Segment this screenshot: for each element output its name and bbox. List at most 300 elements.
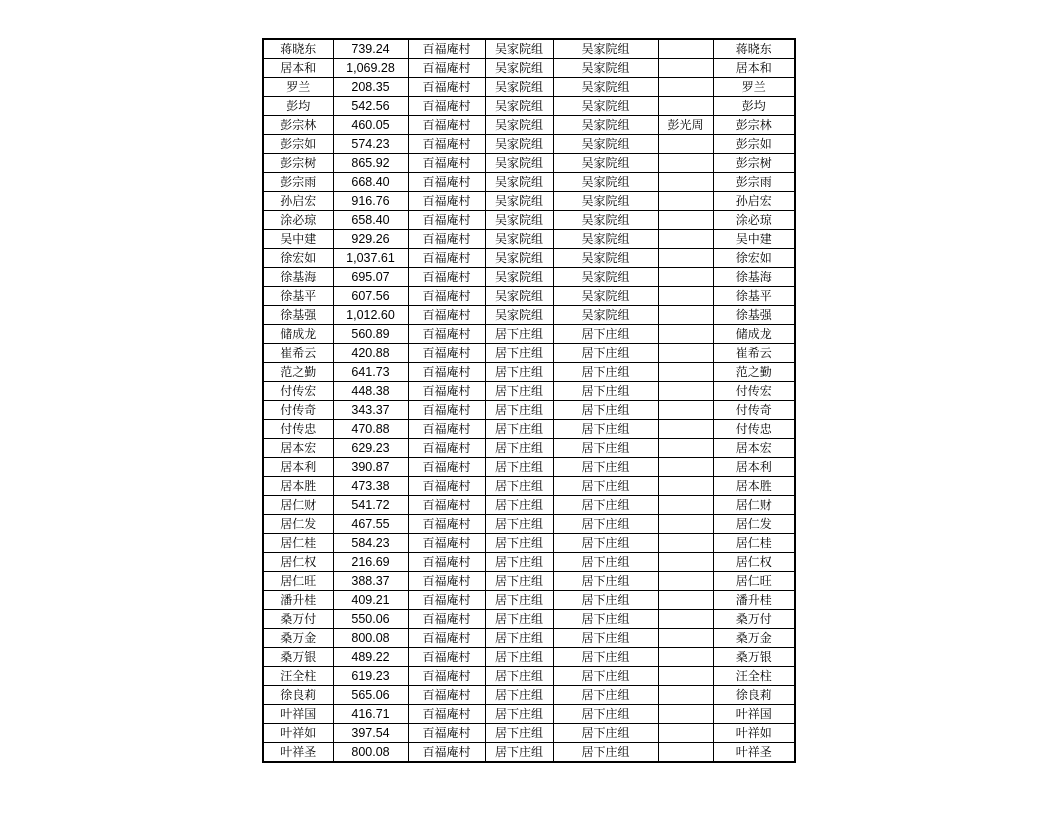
area-value-cell: 208.35 [333,78,408,97]
group-repeat-cell: 吴家院组 [553,211,658,230]
owner-name-repeat-cell: 叶祥国 [713,705,795,724]
group-repeat-cell: 居下庄组 [553,458,658,477]
owner-name-cell: 居仁发 [263,515,333,534]
extra-name-cell [658,477,713,496]
village-cell: 百福庵村 [408,743,485,763]
owner-name-repeat-cell: 徐宏如 [713,249,795,268]
group-cell: 居下庄组 [485,325,553,344]
group-repeat-cell: 吴家院组 [553,116,658,135]
group-cell: 居下庄组 [485,686,553,705]
group-repeat-cell: 吴家院组 [553,306,658,325]
area-value-cell: 800.08 [333,629,408,648]
group-cell: 吴家院组 [485,97,553,116]
table-row [263,59,795,78]
owner-name-repeat-cell: 彭宗如 [713,135,795,154]
owner-name-cell: 付传忠 [263,420,333,439]
group-repeat-cell: 吴家院组 [553,173,658,192]
table-row [263,306,795,325]
group-repeat-cell: 居下庄组 [553,344,658,363]
extra-name-cell [658,724,713,743]
area-value-cell: 390.87 [333,458,408,477]
village-cell: 百福庵村 [408,629,485,648]
owner-name-cell: 汪全柱 [263,667,333,686]
group-repeat-cell: 居下庄组 [553,705,658,724]
area-value-cell: 460.05 [333,116,408,135]
owner-name-cell: 桑万金 [263,629,333,648]
area-value-cell: 550.06 [333,610,408,629]
table-row [263,154,795,173]
group-cell: 居下庄组 [485,420,553,439]
village-cell: 百福庵村 [408,724,485,743]
table-row [263,363,795,382]
group-repeat-cell: 吴家院组 [553,192,658,211]
extra-name-cell [658,363,713,382]
owner-name-repeat-cell: 居本宏 [713,439,795,458]
village-cell: 百福庵村 [408,287,485,306]
area-value-cell: 629.23 [333,439,408,458]
group-repeat-cell: 居下庄组 [553,496,658,515]
group-repeat-cell: 居下庄组 [553,553,658,572]
owner-name-cell: 彭均 [263,97,333,116]
owner-name-repeat-cell: 桑万银 [713,648,795,667]
table-row [263,192,795,211]
group-repeat-cell: 居下庄组 [553,591,658,610]
table-row [263,382,795,401]
owner-name-repeat-cell: 叶祥如 [713,724,795,743]
area-value-cell: 397.54 [333,724,408,743]
table-row [263,325,795,344]
group-cell: 吴家院组 [485,78,553,97]
village-cell: 百福庵村 [408,344,485,363]
table-row [263,477,795,496]
group-cell: 居下庄组 [485,591,553,610]
group-cell: 居下庄组 [485,401,553,420]
table-row [263,591,795,610]
owner-name-repeat-cell: 徐基强 [713,306,795,325]
group-cell: 居下庄组 [485,458,553,477]
extra-name-cell [658,686,713,705]
group-repeat-cell: 吴家院组 [553,97,658,116]
area-value-cell: 865.92 [333,154,408,173]
extra-name-cell [658,325,713,344]
owner-name-repeat-cell: 涂必琼 [713,211,795,230]
area-value-cell: 416.71 [333,705,408,724]
village-cell: 百福庵村 [408,420,485,439]
group-cell: 居下庄组 [485,439,553,458]
group-cell: 居下庄组 [485,363,553,382]
area-value-cell: 695.07 [333,268,408,287]
table-row [263,344,795,363]
owner-name-repeat-cell: 居本利 [713,458,795,477]
group-repeat-cell: 居下庄组 [553,648,658,667]
village-cell: 百福庵村 [408,515,485,534]
owner-name-cell: 居本和 [263,59,333,78]
owner-name-cell: 彭宗林 [263,116,333,135]
area-value-cell: 574.23 [333,135,408,154]
village-cell: 百福庵村 [408,173,485,192]
group-repeat-cell: 居下庄组 [553,363,658,382]
owner-name-repeat-cell: 彭均 [713,97,795,116]
owner-name-cell: 徐基海 [263,268,333,287]
group-repeat-cell: 吴家院组 [553,154,658,173]
owner-name-cell: 吴中建 [263,230,333,249]
extra-name-cell [658,192,713,211]
table-row [263,135,795,154]
table-row [263,458,795,477]
table-row [263,401,795,420]
owner-name-cell: 徐基平 [263,287,333,306]
owner-name-repeat-cell: 孙启宏 [713,192,795,211]
table-row [263,116,795,135]
group-repeat-cell: 居下庄组 [553,534,658,553]
village-cell: 百福庵村 [408,401,485,420]
table-row [263,572,795,591]
owner-name-cell: 居仁财 [263,496,333,515]
extra-name-cell [658,743,713,763]
area-value-cell: 388.37 [333,572,408,591]
table-row [263,648,795,667]
owner-name-cell: 罗兰 [263,78,333,97]
extra-name-cell [658,78,713,97]
table-row [263,39,795,59]
owner-name-cell: 居本胜 [263,477,333,496]
owner-name-repeat-cell: 彭宗林 [713,116,795,135]
owner-name-repeat-cell: 居本胜 [713,477,795,496]
owner-name-repeat-cell: 居仁发 [713,515,795,534]
owner-name-repeat-cell: 徐良莉 [713,686,795,705]
table-row [263,705,795,724]
village-cell: 百福庵村 [408,306,485,325]
table-row [263,496,795,515]
village-cell: 百福庵村 [408,382,485,401]
group-repeat-cell: 吴家院组 [553,268,658,287]
group-cell: 吴家院组 [485,249,553,268]
owner-name-repeat-cell: 蒋晓东 [713,39,795,59]
area-value-cell: 420.88 [333,344,408,363]
group-cell: 吴家院组 [485,230,553,249]
group-repeat-cell: 居下庄组 [553,610,658,629]
village-cell: 百福庵村 [408,458,485,477]
extra-name-cell [658,173,713,192]
group-repeat-cell: 居下庄组 [553,420,658,439]
group-cell: 吴家院组 [485,287,553,306]
village-cell: 百福庵村 [408,135,485,154]
area-value-cell: 448.38 [333,382,408,401]
area-value-cell: 560.89 [333,325,408,344]
area-value-cell: 1,037.61 [333,249,408,268]
owner-name-repeat-cell: 吴中建 [713,230,795,249]
extra-name-cell [658,249,713,268]
group-repeat-cell: 居下庄组 [553,477,658,496]
extra-name-cell [658,496,713,515]
table-row [263,78,795,97]
group-cell: 居下庄组 [485,724,553,743]
extra-name-cell [658,135,713,154]
owner-name-cell: 桑万银 [263,648,333,667]
group-cell: 居下庄组 [485,667,553,686]
owner-name-repeat-cell: 叶祥圣 [713,743,795,763]
extra-name-cell: 彭光周 [658,116,713,135]
extra-name-cell [658,344,713,363]
table-row [263,439,795,458]
owner-name-repeat-cell: 徐基海 [713,268,795,287]
extra-name-cell [658,97,713,116]
owner-name-cell: 潘升桂 [263,591,333,610]
owner-name-repeat-cell: 居仁桂 [713,534,795,553]
owner-name-repeat-cell: 潘升桂 [713,591,795,610]
village-cell: 百福庵村 [408,192,485,211]
owner-name-cell: 叶祥国 [263,705,333,724]
owner-name-cell: 叶祥圣 [263,743,333,763]
owner-name-repeat-cell: 付传忠 [713,420,795,439]
extra-name-cell [658,534,713,553]
group-repeat-cell: 居下庄组 [553,743,658,763]
owner-name-cell: 崔希云 [263,344,333,363]
table-row [263,249,795,268]
extra-name-cell [658,39,713,59]
owner-name-repeat-cell: 范之勤 [713,363,795,382]
owner-name-repeat-cell: 付传宏 [713,382,795,401]
group-repeat-cell: 居下庄组 [553,724,658,743]
group-cell: 居下庄组 [485,629,553,648]
extra-name-cell [658,59,713,78]
group-repeat-cell: 居下庄组 [553,401,658,420]
group-cell: 居下庄组 [485,610,553,629]
owner-name-cell: 蒋晓东 [263,39,333,59]
owner-name-cell: 储成龙 [263,325,333,344]
group-repeat-cell: 吴家院组 [553,230,658,249]
owner-name-repeat-cell: 居仁财 [713,496,795,515]
owner-name-cell: 桑万付 [263,610,333,629]
extra-name-cell [658,458,713,477]
owner-name-cell: 孙启宏 [263,192,333,211]
extra-name-cell [658,591,713,610]
group-cell: 居下庄组 [485,743,553,763]
area-value-cell: 470.88 [333,420,408,439]
area-value-cell: 584.23 [333,534,408,553]
group-repeat-cell: 吴家院组 [553,39,658,59]
table-row [263,211,795,230]
village-cell: 百福庵村 [408,363,485,382]
group-repeat-cell: 吴家院组 [553,135,658,154]
owner-name-cell: 彭宗树 [263,154,333,173]
group-cell: 吴家院组 [485,39,553,59]
village-cell: 百福庵村 [408,553,485,572]
group-cell: 居下庄组 [485,515,553,534]
table-row [263,420,795,439]
group-repeat-cell: 居下庄组 [553,439,658,458]
extra-name-cell [658,268,713,287]
area-value-cell: 619.23 [333,667,408,686]
group-repeat-cell: 吴家院组 [553,249,658,268]
area-value-cell: 473.38 [333,477,408,496]
area-value-cell: 668.40 [333,173,408,192]
owner-name-cell: 叶祥如 [263,724,333,743]
area-value-cell: 1,069.28 [333,59,408,78]
group-cell: 居下庄组 [485,705,553,724]
owner-name-cell: 彭宗如 [263,135,333,154]
owner-name-cell: 付传宏 [263,382,333,401]
group-repeat-cell: 吴家院组 [553,287,658,306]
extra-name-cell [658,667,713,686]
group-cell: 吴家院组 [485,211,553,230]
group-repeat-cell: 居下庄组 [553,572,658,591]
extra-name-cell [658,230,713,249]
extra-name-cell [658,306,713,325]
group-cell: 居下庄组 [485,382,553,401]
group-cell: 居下庄组 [485,534,553,553]
extra-name-cell [658,382,713,401]
owner-name-repeat-cell: 桑万金 [713,629,795,648]
area-value-cell: 216.69 [333,553,408,572]
owner-name-cell: 居本宏 [263,439,333,458]
area-value-cell: 1,012.60 [333,306,408,325]
group-repeat-cell: 居下庄组 [553,382,658,401]
village-cell: 百福庵村 [408,439,485,458]
table-body [263,39,795,762]
owner-name-repeat-cell: 居仁旺 [713,572,795,591]
village-cell: 百福庵村 [408,667,485,686]
village-cell: 百福庵村 [408,705,485,724]
owner-name-cell: 居仁权 [263,553,333,572]
table-row [263,553,795,572]
area-value-cell: 658.40 [333,211,408,230]
extra-name-cell [658,515,713,534]
group-cell: 吴家院组 [485,135,553,154]
owner-name-cell: 居仁旺 [263,572,333,591]
village-cell: 百福庵村 [408,39,485,59]
owner-name-repeat-cell: 桑万付 [713,610,795,629]
village-cell: 百福庵村 [408,496,485,515]
group-repeat-cell: 吴家院组 [553,59,658,78]
group-cell: 吴家院组 [485,116,553,135]
village-cell: 百福庵村 [408,534,485,553]
group-cell: 吴家院组 [485,173,553,192]
extra-name-cell [658,648,713,667]
owner-name-cell: 彭宗雨 [263,173,333,192]
extra-name-cell [658,154,713,173]
owner-name-cell: 居本利 [263,458,333,477]
village-cell: 百福庵村 [408,325,485,344]
extra-name-cell [658,439,713,458]
table-row [263,268,795,287]
table-row [263,97,795,116]
village-cell: 百福庵村 [408,116,485,135]
area-value-cell: 467.55 [333,515,408,534]
group-repeat-cell: 居下庄组 [553,686,658,705]
village-cell: 百福庵村 [408,78,485,97]
extra-name-cell [658,401,713,420]
area-value-cell: 542.56 [333,97,408,116]
village-cell: 百福庵村 [408,268,485,287]
village-cell: 百福庵村 [408,591,485,610]
extra-name-cell [658,553,713,572]
owner-name-cell: 涂必琼 [263,211,333,230]
owner-name-repeat-cell: 储成龙 [713,325,795,344]
area-value-cell: 916.76 [333,192,408,211]
area-value-cell: 489.22 [333,648,408,667]
village-cell: 百福庵村 [408,154,485,173]
owner-name-cell: 徐宏如 [263,249,333,268]
village-cell: 百福庵村 [408,230,485,249]
area-value-cell: 800.08 [333,743,408,763]
owner-name-cell: 居仁桂 [263,534,333,553]
village-cell: 百福庵村 [408,572,485,591]
area-value-cell: 541.72 [333,496,408,515]
extra-name-cell [658,572,713,591]
table-row [263,724,795,743]
extra-name-cell [658,420,713,439]
village-cell: 百福庵村 [408,249,485,268]
group-cell: 居下庄组 [485,572,553,591]
group-cell: 吴家院组 [485,268,553,287]
owner-name-repeat-cell: 汪全柱 [713,667,795,686]
area-value-cell: 641.73 [333,363,408,382]
village-cell: 百福庵村 [408,211,485,230]
extra-name-cell [658,287,713,306]
owner-name-cell: 徐基强 [263,306,333,325]
table-row [263,173,795,192]
extra-name-cell [658,705,713,724]
village-cell: 百福庵村 [408,97,485,116]
table-row [263,610,795,629]
owner-name-repeat-cell: 徐基平 [713,287,795,306]
table-row [263,534,795,553]
area-value-cell: 739.24 [333,39,408,59]
group-cell: 居下庄组 [485,344,553,363]
group-repeat-cell: 吴家院组 [553,78,658,97]
area-value-cell: 565.06 [333,686,408,705]
extra-name-cell [658,211,713,230]
group-cell: 吴家院组 [485,59,553,78]
group-cell: 吴家院组 [485,192,553,211]
group-cell: 居下庄组 [485,477,553,496]
area-value-cell: 409.21 [333,591,408,610]
owner-name-repeat-cell: 彭宗雨 [713,173,795,192]
owner-name-repeat-cell: 罗兰 [713,78,795,97]
group-cell: 居下庄组 [485,553,553,572]
group-repeat-cell: 居下庄组 [553,667,658,686]
owner-name-repeat-cell: 崔希云 [713,344,795,363]
owner-name-repeat-cell: 居本和 [713,59,795,78]
owner-name-cell: 徐良莉 [263,686,333,705]
village-cell: 百福庵村 [408,648,485,667]
area-value-cell: 343.37 [333,401,408,420]
group-repeat-cell: 居下庄组 [553,629,658,648]
table-row [263,230,795,249]
owner-name-cell: 范之勤 [263,363,333,382]
group-repeat-cell: 居下庄组 [553,325,658,344]
group-cell: 吴家院组 [485,154,553,173]
table-row [263,629,795,648]
area-value-cell: 929.26 [333,230,408,249]
group-cell: 吴家院组 [485,306,553,325]
table-row [263,287,795,306]
village-cell: 百福庵村 [408,477,485,496]
group-cell: 居下庄组 [485,648,553,667]
owner-name-repeat-cell: 彭宗树 [713,154,795,173]
area-value-cell: 607.56 [333,287,408,306]
table-row [263,686,795,705]
owner-name-repeat-cell: 付传奇 [713,401,795,420]
village-cell: 百福庵村 [408,59,485,78]
table-row [263,515,795,534]
table-row [263,667,795,686]
village-cell: 百福庵村 [408,686,485,705]
group-cell: 居下庄组 [485,496,553,515]
extra-name-cell [658,610,713,629]
group-repeat-cell: 居下庄组 [553,515,658,534]
